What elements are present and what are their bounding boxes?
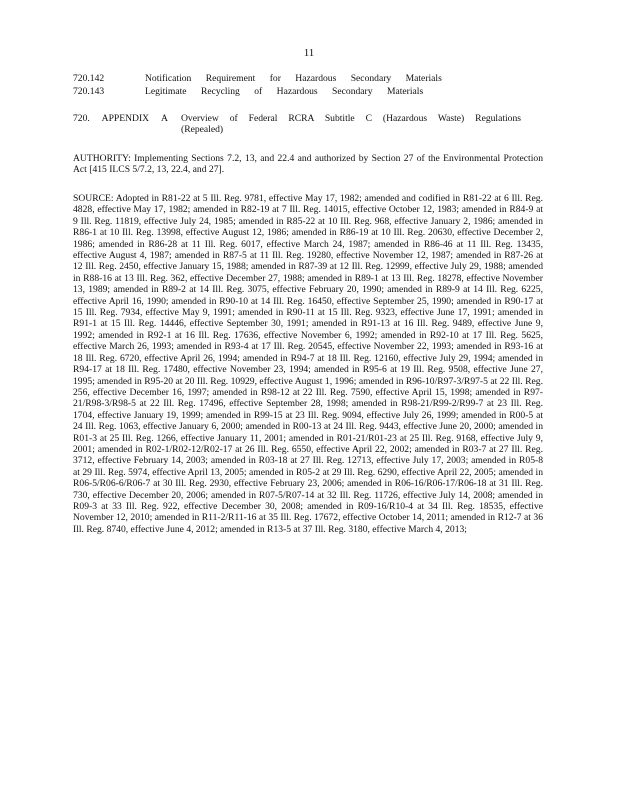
section-number: 720.142 xyxy=(73,73,105,84)
appendix-entry xyxy=(73,113,543,136)
appendix-status: (Repealed) xyxy=(181,124,224,136)
source-paragraph: SOURCE: Adopted in R81-22 at 5 Ill. Reg. 9781, effective May 17, 1982; amended and codified in R81-22 at 6 Ill. Reg. 4828, effective May 17, 1982; amended in R82-19 at 7 Ill. Reg. 14015, effective October 12, 1983; amended in R84-9 at 9 Ill. Reg. 11819, effective July 24, 1985; amended in R85-22 at 10 Ill. Reg. 968, effective January 2, 1986; amended in R86-1 at 10 Ill. Reg. 13998, effective August 12, 1986; amended in R86-19 at 10 Ill. Reg. 20630, effective December 2, 1986; amended in R86-28 at 11 Ill. Reg. 6017, effective March 24, 1987; amended in R86-46 at 11 Ill. Reg. 13435, effective August 4, 1987; amended in R87-5 at 11 Ill. Reg. 19280, effective November 12, 1987; amended in R87-26 at 12 Ill. Reg. 2450, effective January 15, 1988; amended in R87-39 at 12 Ill. Reg. 12999, effective July 29, 1988; amended in R88-16 at 13 Ill. Reg. 362, effective December 27, 1988; amended in R89-1 at 13 Ill. Reg. 18278, effective November 13, 1989; amended in R89-2 at 14 Ill. Reg. 3075, effective February 20, 1990; amended in R89-9 at 14 Ill. Reg. 6225, effective April 16, 1990; amended in R90-10 at 14 Ill. Reg. 16450, effective September 25, 1990; amended in R90-17 at 15 Ill. Reg. 7934, effective May 9, 1991; amended in R90-11 at 15 Ill. Reg. 9323, effective June 17, 1991; amended in R91-1 at 15 Ill. Reg. 14446, effective September 30, 1991; amended in R91-13 at 16 Ill. Reg. 9489, effective June 9, 1992; amended in R92-1 at 16 Ill. Reg. 17636, effective November 6, 1992; amended in R92-10 at 17 Ill. Reg. 5625, effective March 26, 1993; amended in R93-4 at 17 Ill. Reg. 20545, effective November 22, 1993; amended in R93-16 at 18 Ill. Reg. 6720, effective April 26, 1994; amended in R94-7 at 18 Ill. Reg. 12160, effective July 29, 1994; amended in R94-17 at 18 Ill. Reg. 17480, effective November 23, 1994; amended in R95-6 at 19 Ill. Reg. 9508, effective June 27, 1995; amended in R95-20 at 20 Ill. Reg. 10929, effective August 1, 1996; amended in R96-10/R97-3/R97-5 at 22 Ill. Reg. 256, effective December 16, 1997; amended in R98-12 at 22 Ill. Reg. 7590, effective April 15, 1998; amended in R97-21/R98-3/R98-5 at 22 Ill. Reg. 17496, effective September 28, 1998; amended in R98-21/R99-2/R99-7 at 23 Ill. Reg. 1704, effective January 19, 1999; amended in R99-15 at 23 Ill. Reg. 9094, effective July 26, 1999; amended in R00-5 at 24 Ill. Reg. 1063, effective January 6, 2000; amended in R00-13 at 24 Ill. Reg. 9443, effective June 20, 2000; amended in R01-3 at 25 Ill. Reg. 1266, effective January 11, 2001; amended in R01-21/R01-23 at 25 Ill. Reg. 9168, effective July 9, 2001; amended in R02-1/R02-12/R02-17 at 26 Ill. Reg. 6550, effective April 22, 2002; amended in R03-7 at 27 Ill. Reg. 3712, effective February 14, 2003; amended in R03-18 at 27 Ill. Reg. 12713, effective July 17, 2003; amended in R05-8 at 29 Ill. Reg. 5974, effective April 13, 2005; amended in R05-2 at 29 Ill. Reg. 6290, effective April 22, 2005; amended in R06-5/R06-6/R06-7 at 30 Ill. Reg. 2930, effective February 23, 2006; amended in R06-16/R06-17/R06-18 at 31 Ill. Reg. 730, effective December 20, 2006; amended in R07-5/R07-14 at 32 Ill. Reg. 11726, effective July 14, 2008; amended in R09-3 at 33 Ill. Reg. 922, effective December 30, 2008; amended in R09-16/R10-4 at 34 Ill. Reg. 18535, effective November 12, 2010; amended in R11-2/R11-16 at 35 Ill. Reg. 17672, effective October 14, 2011; amended in R12-7 at 36 Ill. Reg. 8740, effective June 4, 2012; amended in R13-5 at 37 Ill. Reg. 3180, effective March 4, 2013; xyxy=(73,193,543,535)
toc-entry xyxy=(73,73,543,86)
section-title: Notification Requirement for Hazardous Secondary Materials xyxy=(145,73,442,84)
appendix-label: 720. APPENDIX A xyxy=(73,113,168,124)
section-list xyxy=(73,73,543,99)
authority-paragraph: AUTHORITY: Implementing Sections 7.2, 13, and 22.4 and authorized by Section 27 of the Environmental Protection Act [415 ILCS 5/7.2, 13, 22.4, and 27]. xyxy=(73,153,543,176)
page-number: 11 xyxy=(303,47,315,59)
section-title: Legitimate Recycling of Hazardous Secondary Materials xyxy=(145,86,424,97)
appendix-title: Overview of Federal RCRA Subtitle C (Hazardous Waste) Regulations xyxy=(181,113,521,124)
toc-entry xyxy=(73,86,543,99)
section-number: 720.143 xyxy=(73,86,105,97)
